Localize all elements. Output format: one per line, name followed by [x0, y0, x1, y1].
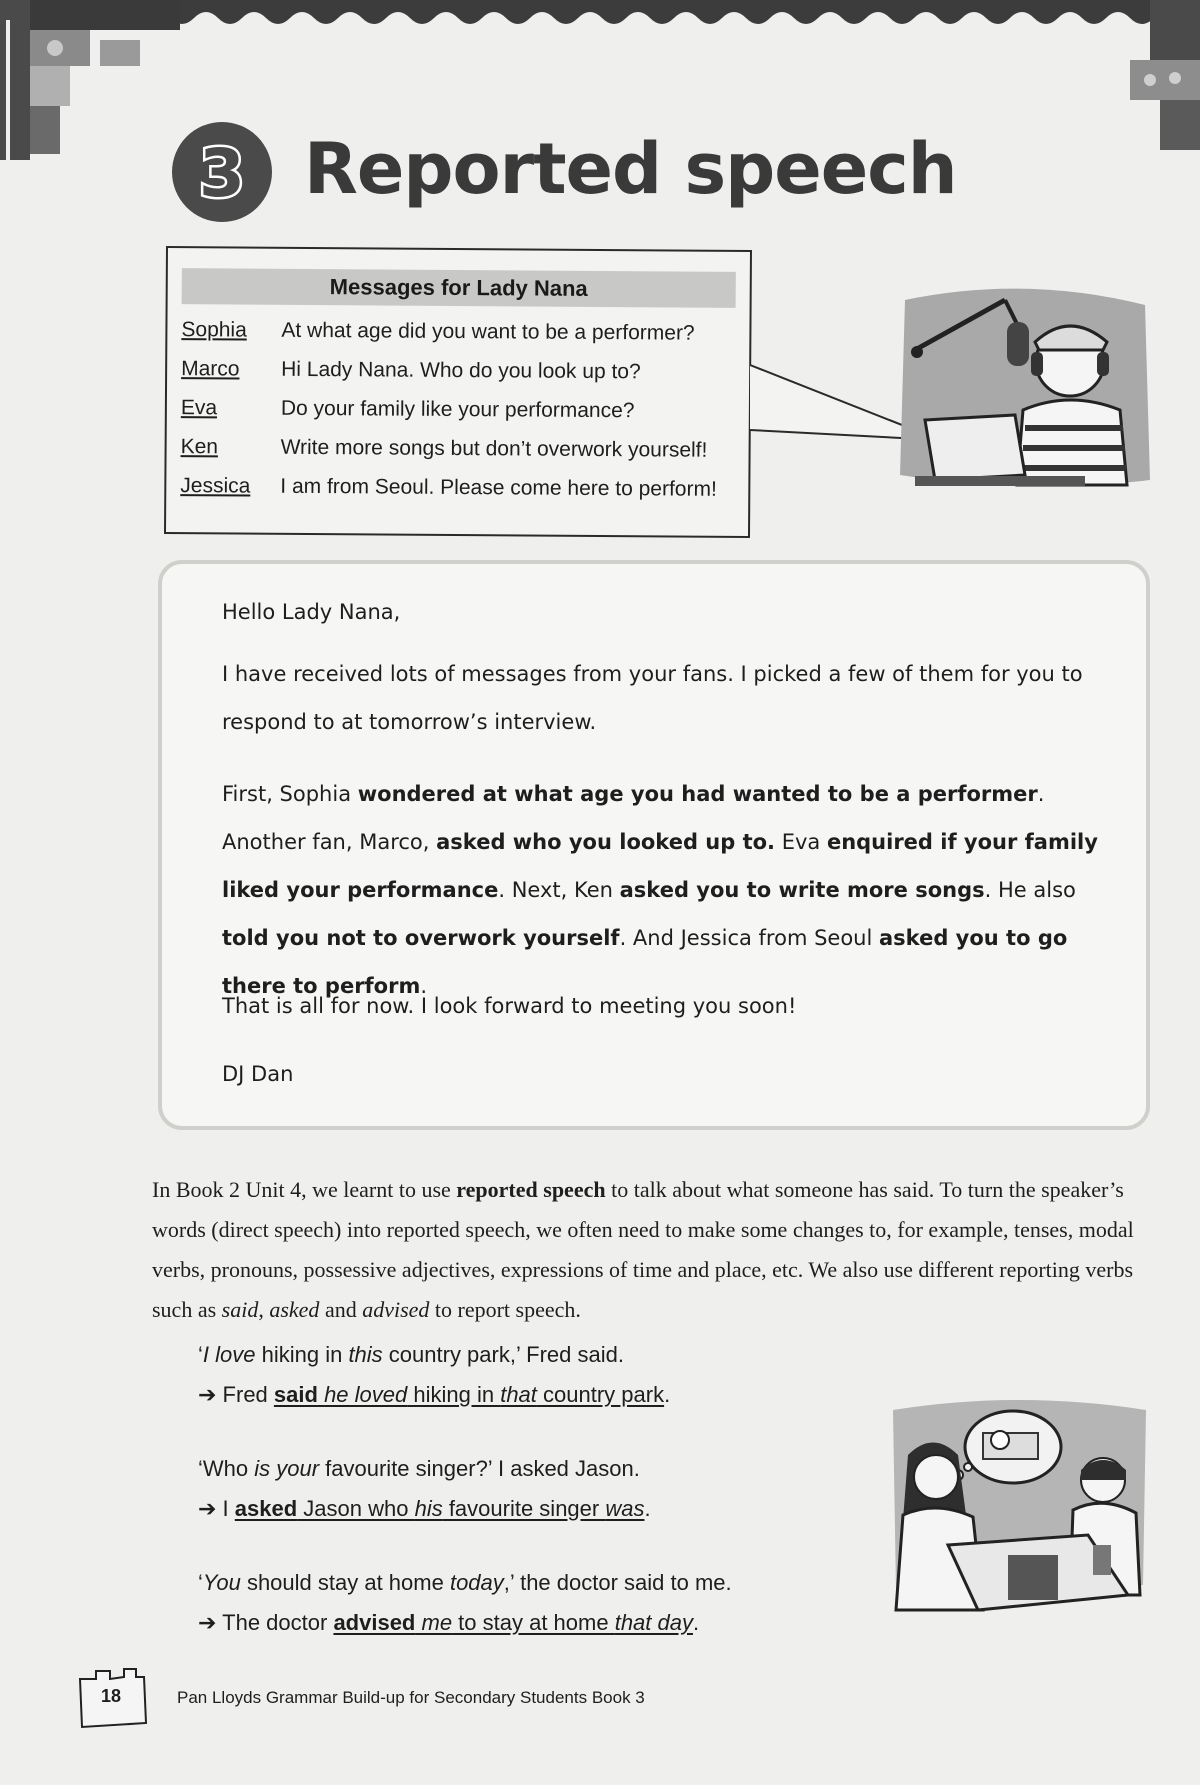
reported-phrase: told you not to overwork yourself: [222, 926, 620, 950]
reported-phrase: asked you to write more songs: [619, 878, 985, 902]
page-number: 18: [100, 1686, 122, 1706]
arrow-icon: ➔: [198, 1382, 217, 1407]
brick-decoration-right-icon: [1130, 0, 1200, 170]
messages-box: [164, 246, 752, 538]
example-direct-1: ‘I love hiking in this country park,’ Fred said.: [198, 1342, 624, 1367]
letter-greeting: Hello Lady Nana,: [222, 600, 401, 624]
letter-paragraph: I have received lots of messages from your fans. I picked a few of them for you to respond to at tomorrow’s interview.: [222, 662, 1083, 734]
fan-name: Ken: [180, 434, 219, 458]
reported-phrase: enquired if your family liked your performance: [222, 830, 1098, 902]
arrow-icon: ➔: [198, 1610, 217, 1635]
fan-message: Hi Lady Nana. Who do you look up to?: [281, 357, 641, 383]
message-row: [166, 427, 748, 470]
fan-message: I am from Seoul. Please come here to perform!: [280, 474, 717, 501]
unit-number: 3: [199, 135, 245, 212]
brick-decoration-icon: [0, 0, 180, 160]
top-scalloped-border: [170, 0, 1170, 30]
book-title: Pan Lloyds Grammar Build-up for Secondary Students Book 3: [177, 1688, 645, 1707]
messages-heading: Messages for Lady Nana: [182, 268, 736, 308]
message-row: [167, 388, 749, 431]
letter-card: [158, 560, 1150, 1130]
example-reported-3: ➔ The doctor advised me to stay at home that day.: [198, 1610, 700, 1635]
fan-name: Eva: [180, 395, 218, 419]
letter-paragraph-reported: First, Sophia wondered at what age you had wanted to be a performer. Another fan, Marco, asked who you looked up to. Eva enquired if your family liked your performance. Next, Ken asked you to write more songs. He also told you not to overwork yourself. And Jessica from Seoul asked you to go there to perform.: [222, 782, 1098, 998]
example-reported-2: ➔ I asked Jason who his favourite singer was.: [198, 1496, 651, 1521]
fan-message: Do your family like your performance?: [280, 396, 635, 422]
fan-message: At what age did you want to be a performer?: [281, 318, 695, 345]
doctor-illustration: [888, 1395, 1150, 1615]
page-title: Reported speech: [304, 128, 957, 210]
reported-phrase: asked who you looked up to.: [436, 830, 776, 854]
fan-name: Marco: [181, 356, 240, 380]
fan-message: Write more songs but don’t overwork yourself!: [280, 435, 708, 462]
letter-signature: DJ Dan: [222, 1062, 294, 1086]
example-reported-1: ➔ Fred said he loved hiking in that country park.: [198, 1382, 671, 1407]
dj-illustration: [895, 280, 1153, 500]
reported-phrase: wondered at what age you had wanted to be a performer: [357, 782, 1038, 806]
key-term: reported speech: [456, 1177, 606, 1202]
explanation-paragraph: In Book 2 Unit 4, we learnt to use reported speech to talk about what someone has said. To turn the speaker’s words (direct speech) into reported speech, we often need to make some changes to, for example, tenses, modal verbs, pronouns, possessive adjectives, expressions of time and place, etc. We also use different reporting verbs such as said, asked and advised to report speech.: [152, 1177, 1134, 1322]
message-row: [167, 349, 749, 392]
fan-name: Jessica: [180, 473, 251, 498]
example-direct-3: ‘You should stay at home today,’ the doctor said to me.: [198, 1570, 732, 1595]
fan-name: Sophia: [181, 317, 247, 342]
reported-phrase: asked you to go there to perform: [222, 926, 1068, 998]
arrow-icon: ➔: [198, 1496, 217, 1521]
message-row: [167, 310, 749, 353]
letter-closing: That is all for now. I look forward to meeting you soon!: [222, 994, 797, 1018]
unit-number-badge: [170, 120, 274, 224]
example-direct-2: ‘Who is your favourite singer?’ I asked Jason.: [198, 1456, 640, 1481]
message-row: [166, 466, 748, 509]
